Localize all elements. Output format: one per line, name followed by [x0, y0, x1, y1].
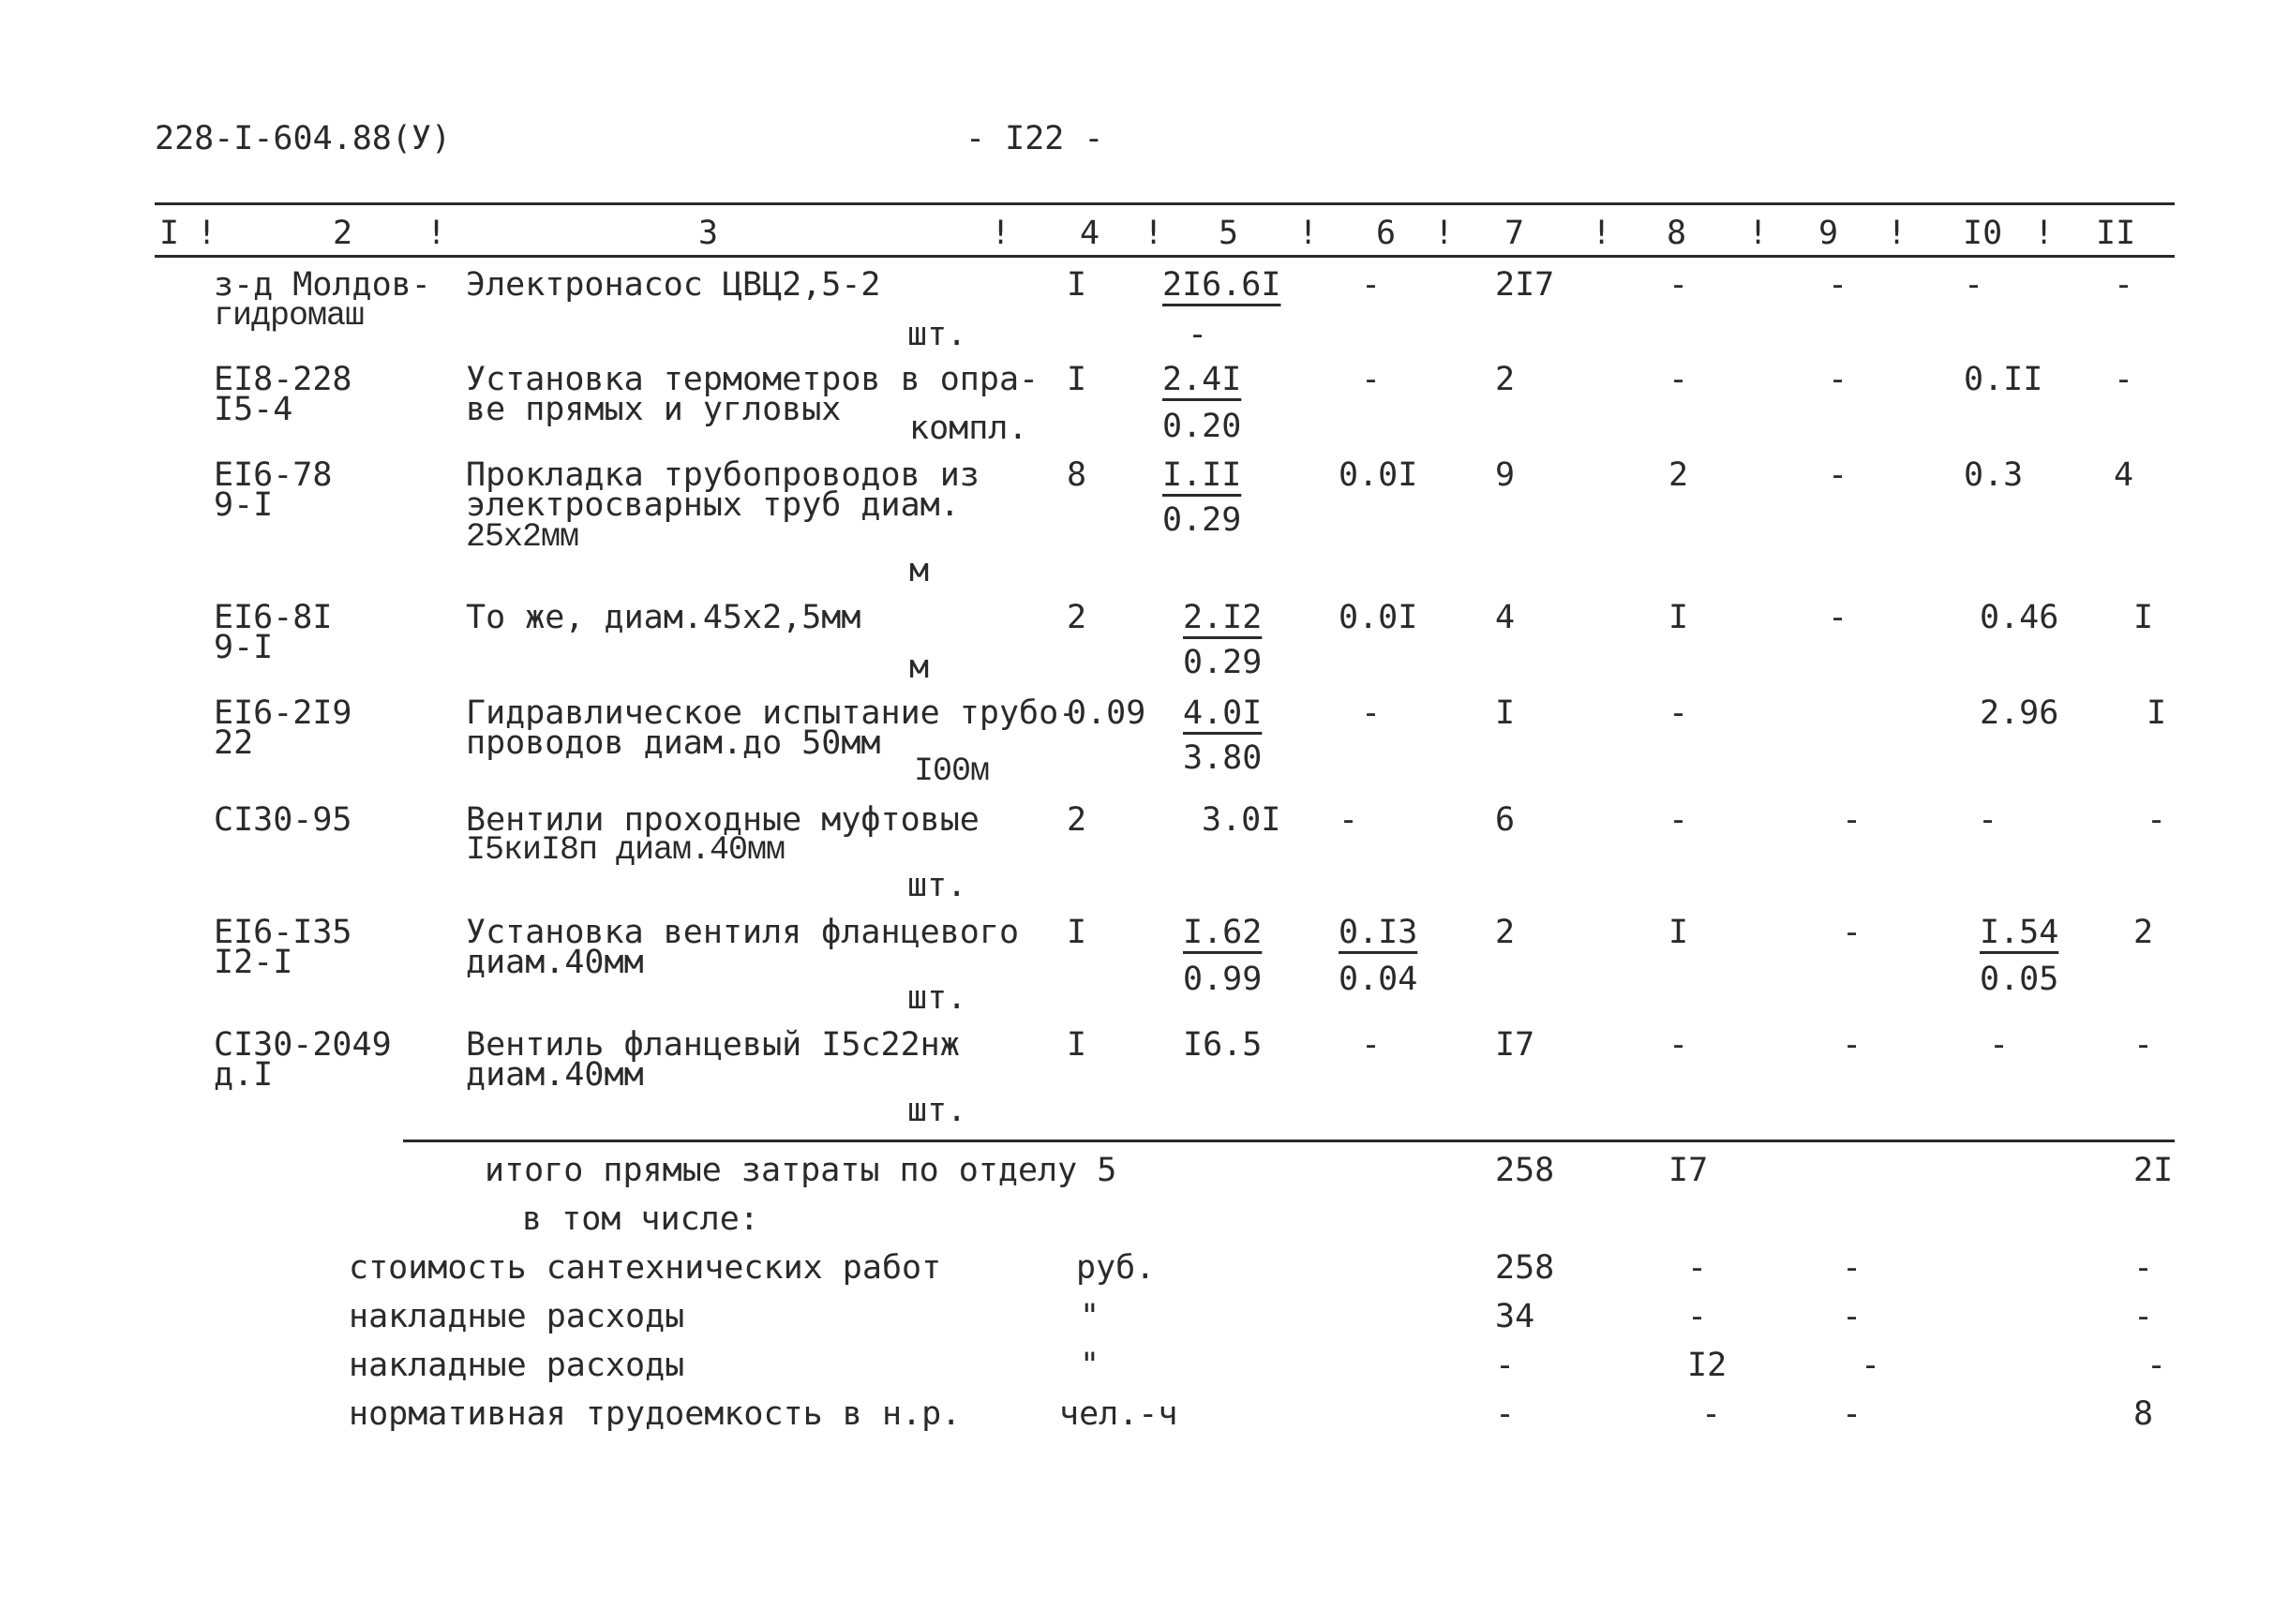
totals-item-col7: - [1495, 1395, 1516, 1433]
row-description: То же, диам.45x2,5мм [466, 599, 861, 636]
totals-item-unit: " [1080, 1298, 1100, 1335]
column-separator: ! [1592, 215, 1612, 252]
row-col10: 2.96 [1980, 694, 2059, 732]
table-top-rule [155, 202, 2175, 205]
row-col5-top: I6.5 [1183, 1026, 1263, 1064]
row-quantity: 2 [1067, 801, 1087, 839]
document-code: 228-I-604.88(У) [155, 120, 452, 157]
row-description: Прокладка трубопроводов из [466, 456, 980, 494]
row-unit: м [909, 552, 930, 589]
row-description: Установка термометров в опра- [466, 361, 1040, 398]
row-col9: - [1842, 801, 1863, 839]
row-code: I5-4 [214, 391, 293, 428]
row-col10-top: I.54 [1980, 914, 2059, 951]
row-code: EI6-8I [214, 599, 333, 636]
row-col11: I [2133, 599, 2154, 636]
totals-label: итого прямые затраты по отделу 5 [485, 1152, 1117, 1189]
row-code: EI6-2I9 [214, 694, 352, 732]
row-col6-bottom: 0.04 [1339, 961, 1418, 998]
row-col6: 0.0I [1339, 456, 1418, 494]
totals-item-col11: - [2147, 1347, 2167, 1384]
row-col5-top: I.II [1162, 456, 1242, 494]
row-col8: - [1668, 266, 1689, 304]
column-separator: ! [1887, 215, 1908, 252]
table-header-rule [155, 255, 2175, 258]
column-separator: ! [2034, 215, 2055, 252]
totals-item-unit: руб. [1076, 1249, 1156, 1287]
totals-item-col7: 34 [1495, 1298, 1535, 1335]
row-code: гидромаш [214, 297, 365, 335]
row-col5-bottom: - [1188, 316, 1208, 353]
row-quantity: I [1067, 1026, 1087, 1064]
col-header-8: 8 [1667, 215, 1687, 252]
row-col10: 0.46 [1980, 599, 2059, 636]
row-description: Электронасос ЦВЦ2,5-2 [466, 266, 881, 304]
row-col5-bottom: 0.20 [1162, 408, 1242, 445]
row-unit: шт. [907, 316, 967, 353]
row-unit: I00м [914, 752, 990, 790]
row-col6: - [1361, 266, 1382, 304]
row-description: ве прямых и угловых [466, 391, 842, 428]
totals-item-col11: - [2133, 1298, 2154, 1335]
col-header-6: 6 [1376, 215, 1397, 252]
row-code: I2-I [214, 944, 293, 981]
totals-item-col9: - [1861, 1347, 1881, 1384]
totals-item-label: стоимость сантехнических работ [349, 1249, 942, 1287]
row-col5-top: 3.0I [1202, 801, 1281, 839]
row-col5-bottom: 0.99 [1183, 961, 1263, 998]
row-col7: 2I7 [1495, 266, 1555, 304]
row-col8: - [1668, 694, 1689, 732]
row-col10: 0.II [1964, 361, 2043, 398]
row-unit: м [909, 648, 930, 686]
row-col11: I [2147, 694, 2167, 732]
row-col9: - [1842, 914, 1863, 951]
col-header-11: II [2096, 215, 2136, 252]
row-code: д.I [214, 1056, 274, 1094]
row-col9: - [1828, 456, 1848, 494]
row-col10: 0.3 [1964, 456, 2024, 494]
totals-col8: I7 [1668, 1152, 1709, 1189]
row-description: Установка вентиля фланцевого [466, 914, 1020, 951]
row-col8: I [1668, 599, 1689, 636]
totals-subheading: в том числе: [522, 1200, 759, 1238]
col-header-7: 7 [1504, 215, 1525, 252]
row-description: Вентиль фланцевый I5c22нж [466, 1026, 960, 1064]
column-separator: ! [1748, 215, 1769, 252]
row-col9: - [1828, 361, 1848, 398]
col-header-2: 2 [333, 215, 353, 252]
col-header-4: 4 [1080, 215, 1100, 252]
totals-item-col8: I2 [1687, 1347, 1728, 1384]
totals-item-col7: - [1495, 1347, 1516, 1384]
totals-item-col9: - [1842, 1395, 1863, 1433]
column-separator: ! [991, 215, 1011, 252]
totals-item-col11: 8 [2133, 1395, 2154, 1433]
row-col7: I7 [1495, 1026, 1535, 1064]
row-col10: - [1978, 801, 1998, 839]
row-quantity: I [1067, 914, 1087, 951]
col-header-1: I [159, 215, 180, 252]
row-col8: 2 [1668, 456, 1689, 494]
totals-item-label: нормативная трудоемкость в н.р. [349, 1395, 962, 1433]
row-col11: 4 [2114, 456, 2134, 494]
row-description: диам.40мм [466, 944, 644, 981]
row-code: CI30-95 [214, 801, 352, 839]
row-col9: - [1842, 1026, 1863, 1064]
row-col5-top: 2.4I [1162, 361, 1242, 398]
col-header-9: 9 [1818, 215, 1839, 252]
col-header-10: I0 [1963, 215, 2003, 252]
row-col5-bottom: 0.29 [1162, 501, 1242, 539]
row-col5-top: 2.I2 [1183, 599, 1263, 636]
row-code: 9-I [214, 629, 274, 666]
totals-item-col8: - [1687, 1298, 1708, 1335]
totals-rule [403, 1140, 2175, 1142]
column-separator: ! [426, 215, 447, 252]
row-col6-top: 0.I3 [1339, 914, 1418, 951]
row-col7: 2 [1495, 361, 1516, 398]
row-col9: - [1828, 266, 1848, 304]
totals-item-col7: 258 [1495, 1249, 1555, 1287]
row-code: 9-I [214, 486, 274, 524]
totals-item-col9: - [1842, 1298, 1863, 1335]
row-description: проводов диам.до 50мм [466, 724, 881, 762]
row-description: электросварных труб диам. [466, 486, 960, 524]
row-col6: - [1361, 694, 1382, 732]
row-quantity: 2 [1067, 599, 1087, 636]
row-col8: - [1668, 801, 1689, 839]
row-col7: 6 [1495, 801, 1516, 839]
row-code: EI6-78 [214, 456, 333, 494]
row-col7: 9 [1495, 456, 1516, 494]
row-col7: I [1495, 694, 1516, 732]
column-separator: ! [1298, 215, 1319, 252]
row-quantity: I [1067, 266, 1087, 304]
row-col6: - [1361, 361, 1382, 398]
totals-col7: 258 [1495, 1152, 1555, 1189]
row-unit: шт. [907, 979, 967, 1017]
totals-col11: 2I [2133, 1152, 2174, 1189]
row-description: Вентили проходные муфтовые [466, 801, 980, 839]
totals-item-label: накладные расходы [349, 1298, 685, 1335]
col-header-3: 3 [698, 215, 719, 252]
row-col5-top: 4.0I [1183, 694, 1263, 732]
page-number: - I22 - [965, 120, 1104, 157]
row-col9: - [1828, 599, 1848, 636]
row-col11: - [2114, 361, 2134, 398]
row-col5-top: 2I6.6I [1162, 266, 1281, 304]
row-code: з-д Молдов- [214, 266, 431, 304]
row-col8: I [1668, 914, 1689, 951]
column-separator: ! [1144, 215, 1164, 252]
row-code: 22 [214, 724, 254, 762]
row-col8: - [1668, 361, 1689, 398]
row-col6: - [1339, 801, 1359, 839]
row-col11: - [2133, 1026, 2154, 1064]
row-col10-bottom: 0.05 [1980, 961, 2059, 998]
row-code: EI6-I35 [214, 914, 352, 951]
totals-item-unit: " [1080, 1347, 1100, 1384]
totals-item-col11: - [2133, 1249, 2154, 1287]
row-code: EI8-228 [214, 361, 352, 398]
row-col6: 0.0I [1339, 599, 1418, 636]
row-col11: - [2114, 266, 2134, 304]
row-quantity: 0.09 [1067, 694, 1146, 732]
column-separator: ! [1434, 215, 1455, 252]
row-quantity: I [1067, 361, 1087, 398]
row-col7: 4 [1495, 599, 1516, 636]
row-col8: - [1668, 1026, 1689, 1064]
row-description: диам.40мм [466, 1056, 644, 1094]
row-col10: - [1989, 1026, 2010, 1064]
totals-item-col9: - [1842, 1249, 1863, 1287]
row-description: 25x2мм [466, 518, 579, 556]
totals-item-col8: - [1701, 1395, 1722, 1433]
row-col11: 2 [2133, 914, 2154, 951]
totals-item-col8: - [1687, 1249, 1708, 1287]
totals-item-unit: чел.-ч [1059, 1395, 1178, 1433]
row-col7: 2 [1495, 914, 1516, 951]
totals-item-label: накладные расходы [349, 1347, 685, 1384]
row-unit: шт. [907, 867, 967, 904]
row-code: CI30-2049 [214, 1026, 392, 1064]
row-col5-bottom: 3.80 [1183, 739, 1263, 777]
row-description: Гидравлическое испытание трубо- [466, 694, 1079, 732]
row-unit: шт. [907, 1092, 967, 1129]
row-quantity: 8 [1067, 456, 1087, 494]
row-col5-bottom: 0.29 [1183, 644, 1263, 681]
row-col11: - [2147, 801, 2167, 839]
col-header-5: 5 [1219, 215, 1239, 252]
row-col6: - [1361, 1026, 1382, 1064]
column-separator: ! [197, 215, 217, 252]
row-col5-top: I.62 [1183, 914, 1263, 951]
row-description: I5киI8п диам.40мм [466, 831, 785, 869]
row-unit: компл. [909, 410, 1028, 447]
row-col10: - [1964, 266, 1984, 304]
